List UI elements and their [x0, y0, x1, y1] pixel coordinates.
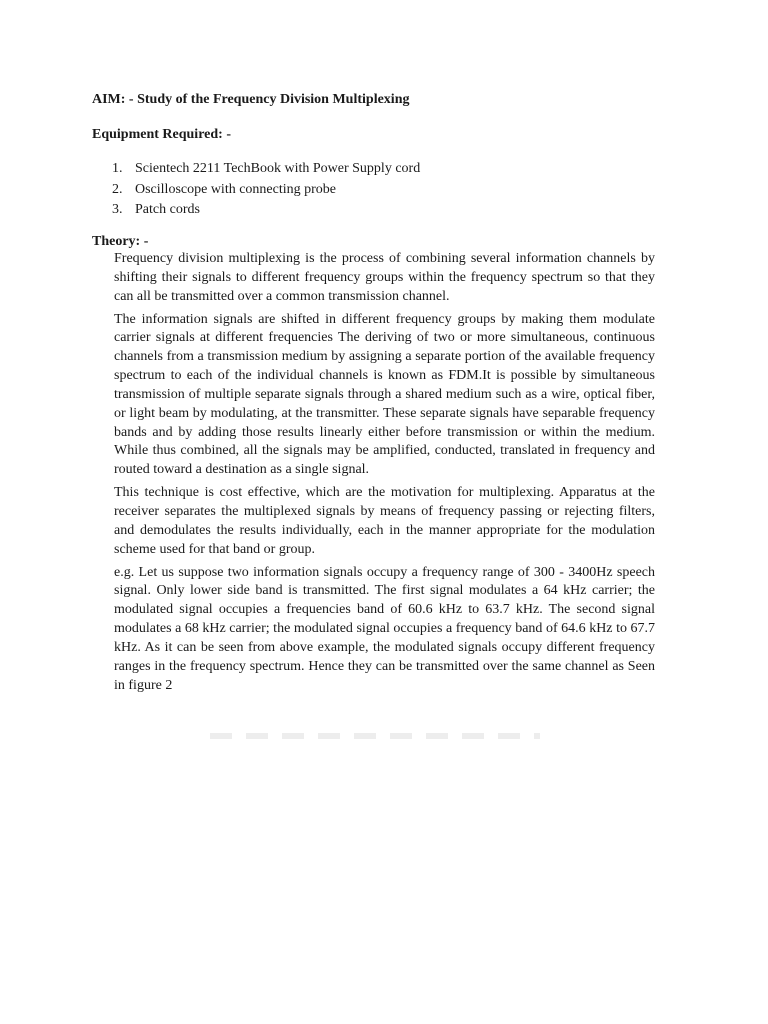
theory-paragraph: This technique is cost effective, which are the motivation for multiplexing. Apparatus at the receiver separates the multiplexed signals by means of frequency passing or rejecting filters, and demodulates the results individually, each in the manner appropriate for the modulation scheme used for that band or group.	[114, 485, 655, 557]
theory-body	[114, 250, 655, 699]
equipment-item	[112, 200, 420, 221]
equipment-item-text: Scientech 2211 TechBook with Power Supply cord	[135, 161, 421, 176]
theory-paragraph: e.g. Let us suppose two information signals occupy a frequency range of 300 - 3400Hz speech signal. Only lower side band is transmitted. The first signal modulates a 64 kHz carrier; the modulated signal occupies a frequencies band of 60.6 kHz to 63.7 kHz. The second signal modulates a 68 kHz carrier; the modulated signal occupies a frequency band of 64.6 kHz to 67.7 kHz. As it can be seen from above example, the modulated signals occupy different frequency ranges in the frequency spectrum. Hence they can be transmitted over the same channel as Seen in figure 2	[114, 564, 655, 693]
list-number: 2.	[112, 181, 123, 197]
equipment-list	[112, 159, 420, 221]
theory-heading: Theory: -	[92, 234, 149, 249]
aim-heading: AIM: - Study of the Frequency Division Multiplexing	[92, 92, 410, 107]
equipment-item	[112, 159, 420, 180]
equipment-item	[112, 180, 420, 201]
equipment-heading: Equipment Required: -	[92, 127, 231, 142]
equipment-item-text: Oscilloscope with connecting probe	[135, 181, 337, 197]
faint-scan-artifact	[210, 733, 540, 739]
equipment-item-text: Patch cords	[135, 202, 200, 217]
list-number: 1.	[112, 161, 123, 176]
theory-paragraph: The information signals are shifted in different frequency groups by making them modulate carrier signals at different frequencies The deriving of two or more simultaneous, continuous channels from a transmission medium by assigning a separate portion of the available frequency spectrum to each of the individual channels is known as FDM.It is possible by simultaneous transmission of multiple separate signals through a shared medium such as a wire, optical fiber, or light beam by modulating, at the transmitter. These separate signals have separable frequency bands and by adding those results linearly either before transmission or within the medium. While thus combined, all the signals may be amplified, conducted, translated in frequency and routed toward a destination as a single signal.	[114, 311, 655, 478]
theory-paragraph: Frequency division multiplexing is the process of combining several information channels by shifting their signals to different frequency groups within the frequency spectrum so that they can all be transmitted over a common transmission channel.	[114, 251, 655, 304]
list-number: 3.	[112, 202, 123, 217]
